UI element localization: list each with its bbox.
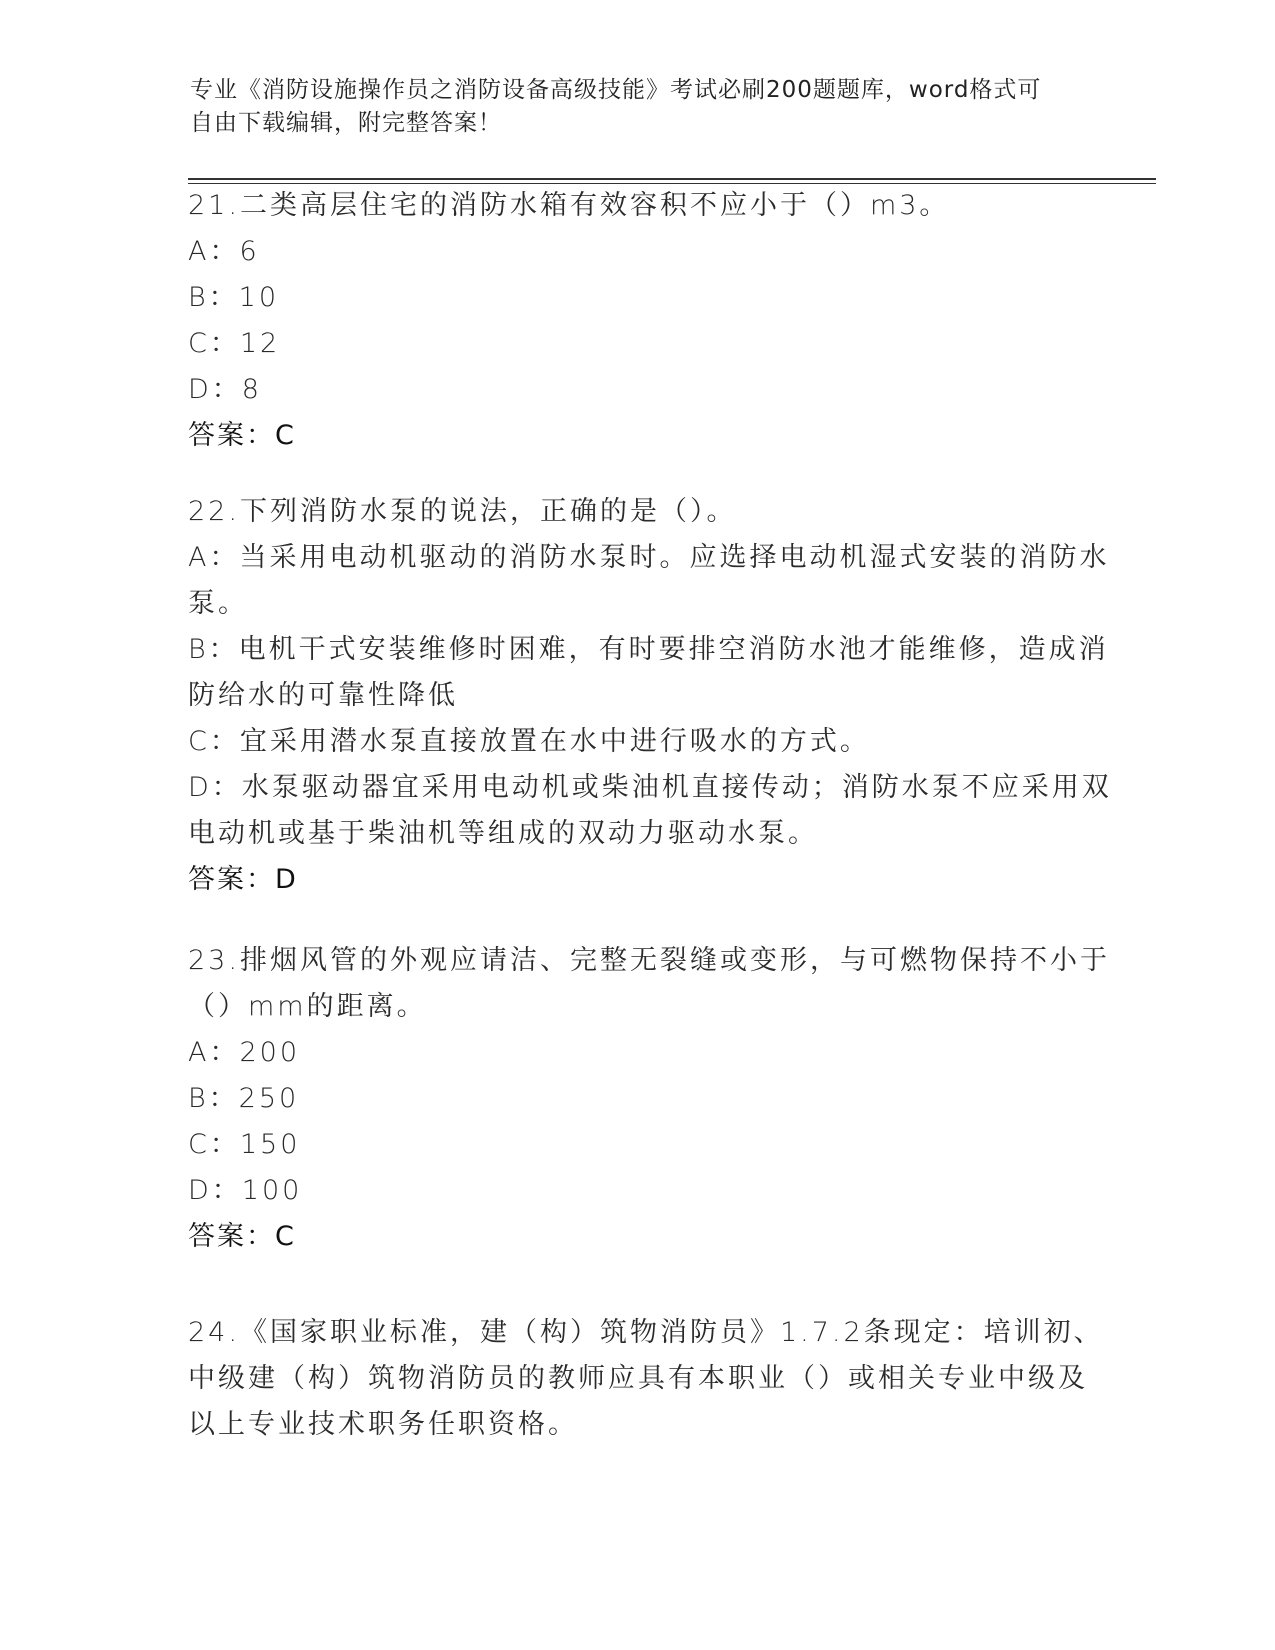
option-b: B：250 [188,1083,300,1114]
header-divider-thick [188,178,1156,180]
answer-value: C [275,420,295,451]
option-a: A：200 [188,1037,301,1068]
option-d: D：8 [188,374,262,405]
option-b-line-2: 防给水的可靠性降低 [188,680,458,711]
answer-value: C [275,1221,295,1252]
option-c: C：150 [188,1129,301,1160]
option-c: C：宜采用潜水泵直接放置在水中进行吸水的方式。 [188,726,870,757]
question-21 [188,183,1078,459]
option-b-line-1: B：电机干式安装维修时困难，有时要排空消防水池才能维修，造成消 [188,634,1109,665]
option-d-line-1: D：水泵驱动器宜采用电动机或柴油机直接传动；消防水泵不应采用双 [188,772,1112,803]
header-line-2: 自由下载编辑，附完整答案！ [190,110,502,136]
answer-line [188,413,1078,459]
answer-label: 答案： [188,420,275,451]
question-stem-line-1: 23.排烟风管的外观应请洁、完整无裂缝或变形，与可燃物保持不小于 [188,945,1110,976]
option-a: A：6 [188,236,260,267]
answer-label: 答案： [188,1221,275,1252]
option-a-line-1: A：当采用电动机驱动的消防水泵时。应选择电动机湿式安装的消防水 [188,542,1110,573]
question-stem-line-3: 以上专业技术职务任职资格。 [188,1409,578,1440]
document-header [190,74,1070,140]
question-stem-line-1: 24.《国家职业标准，建（构）筑物消防员》1.7.2条现定：培训初、 [188,1317,1104,1348]
question-stem-line-2: （）mm的距离。 [188,991,427,1022]
option-d-line-2: 电动机或基于柴油机等组成的双动力驱动水泵。 [188,818,818,849]
question-stem: 22.下列消防水泵的说法，正确的是（）。 [188,496,737,527]
option-c: C：12 [188,328,281,359]
option-a-line-2: 泵。 [188,588,248,619]
answer-label: 答案： [188,864,275,895]
answer-value: D [275,864,297,895]
question-23 [188,938,1110,1260]
option-b: B：10 [188,282,280,313]
question-stem-line-2: 中级建（构）筑物消防员的教师应具有本职业（）或相关专业中级及 [188,1363,1088,1394]
question-stem: 21.二类高层住宅的消防水箱有效容积不应小于（）m3。 [188,190,950,221]
header-line-1: 专业《消防设施操作员之消防设备高级技能》考试必刷200题题库，word格式可 [190,77,1042,103]
question-24 [188,1310,1104,1448]
answer-line [188,1214,1078,1260]
answer-line [188,857,1078,903]
question-22 [188,489,1112,903]
option-d: D：100 [188,1175,303,1206]
